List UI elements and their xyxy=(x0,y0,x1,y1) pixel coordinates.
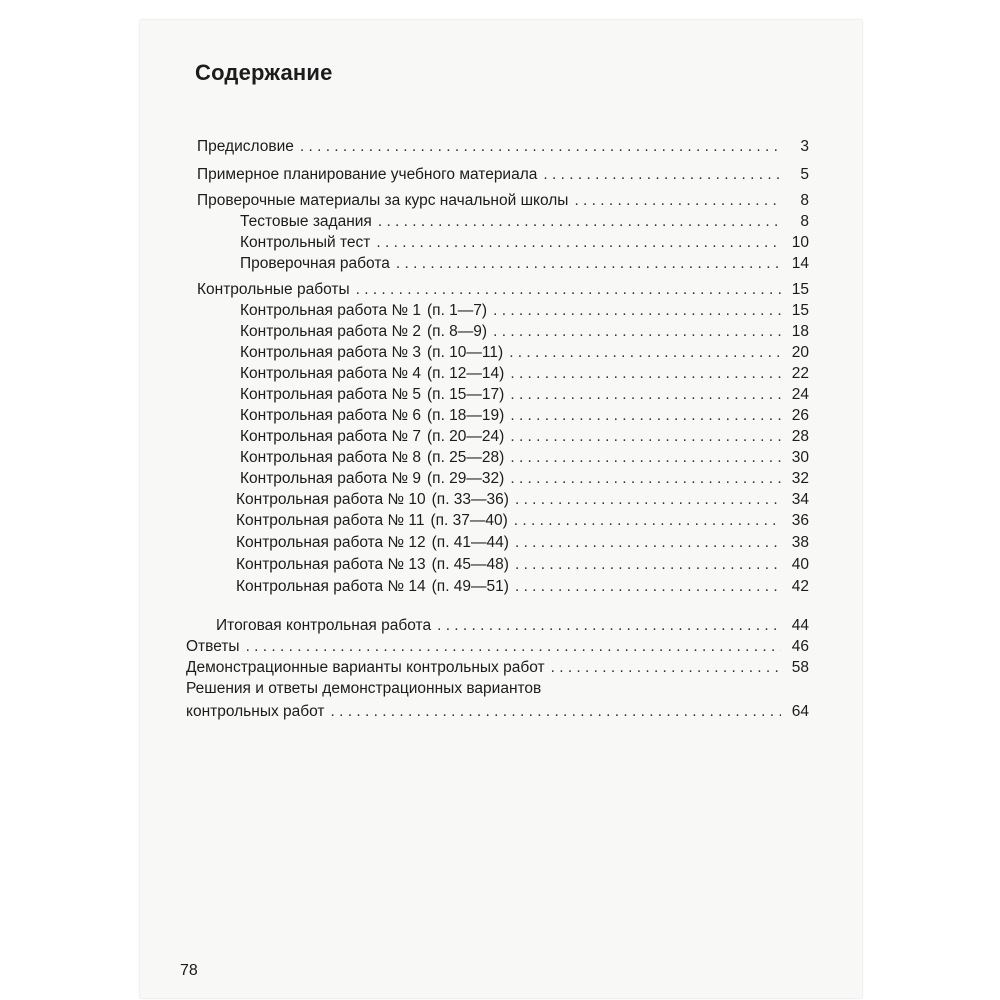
leader-dots xyxy=(543,164,781,185)
work-title: Контрольная работа № 8 xyxy=(240,449,422,466)
toc-entry[interactable] xyxy=(240,211,809,232)
page-number: 78 xyxy=(180,962,198,979)
toc-entry-label: Демонстрационные варианты контрольных работ xyxy=(186,659,545,676)
toc-entry-label: Примерное планирование учебного материала xyxy=(197,166,538,183)
toc-entry-page: 8 xyxy=(800,192,809,209)
work-title: Контрольная работа № 6 xyxy=(240,407,422,424)
toc-entry-label xyxy=(240,468,504,489)
toc-entry[interactable] xyxy=(197,190,809,211)
leader-dots xyxy=(300,136,781,157)
work-title: Контрольная работа № 12 xyxy=(236,534,426,551)
toc-entry-page: 32 xyxy=(791,470,809,487)
section-range: (п. 12—14) xyxy=(427,365,505,382)
toc-entry-page: 34 xyxy=(791,491,809,508)
leader-dots xyxy=(510,426,781,447)
toc-entry[interactable] xyxy=(240,342,809,363)
toc-entry-label: Контрольные работы xyxy=(197,281,350,298)
work-title: Контрольная работа № 2 xyxy=(240,323,422,340)
toc-entry-page: 38 xyxy=(791,534,809,551)
toc-entry-page: 3 xyxy=(800,138,809,155)
toc-entry[interactable] xyxy=(240,426,809,447)
toc-entry-label xyxy=(240,300,487,321)
toc-entry-page: 44 xyxy=(791,617,809,634)
toc-entry-page: 64 xyxy=(791,703,809,720)
work-title: Контрольная работа № 3 xyxy=(240,344,422,361)
toc-entry-page: 22 xyxy=(791,365,809,382)
toc-entry-label: Ответы xyxy=(186,638,240,655)
section-range: (п. 15—17) xyxy=(427,386,505,403)
toc-entry-page: 58 xyxy=(791,659,809,676)
toc-entry-label xyxy=(240,447,504,468)
toc-entry-page: 14 xyxy=(791,255,809,272)
section-range: (п. 18—19) xyxy=(427,407,505,424)
toc-entry[interactable] xyxy=(236,554,809,575)
toc-entry-label xyxy=(240,426,504,447)
toc-entry-label: Контрольный тест xyxy=(240,234,371,251)
toc-entry-page: 8 xyxy=(800,213,809,230)
toc-entry[interactable] xyxy=(197,136,809,157)
toc-entry[interactable] xyxy=(186,636,809,657)
section-range: (п. 20—24) xyxy=(427,428,505,445)
work-title: Контрольная работа № 11 xyxy=(236,512,425,529)
section-range: (п. 25—28) xyxy=(427,449,505,466)
toc-entry-label xyxy=(240,405,504,426)
leader-dots xyxy=(493,300,781,321)
leader-dots xyxy=(509,342,781,363)
toc-entry[interactable] xyxy=(197,164,809,185)
toc-entry-page: 15 xyxy=(791,281,809,298)
leader-dots xyxy=(510,405,781,426)
toc-entry-label xyxy=(240,384,504,405)
toc-entry-label xyxy=(240,321,487,342)
work-title: Контрольная работа № 7 xyxy=(240,428,422,445)
leader-dots xyxy=(510,384,781,405)
toc-entry-label xyxy=(236,510,508,531)
toc-entry-label: Итоговая контрольная работа xyxy=(216,617,432,634)
leader-dots xyxy=(515,532,781,553)
toc-entry-page: 5 xyxy=(800,166,809,183)
toc-entry-label xyxy=(236,489,509,510)
leader-dots xyxy=(356,279,781,300)
leader-dots xyxy=(510,447,781,468)
leader-dots xyxy=(510,363,781,384)
toc-entry-page: 36 xyxy=(791,512,809,529)
toc-entry-page: 28 xyxy=(791,428,809,445)
toc-entry[interactable] xyxy=(186,657,809,678)
leader-dots xyxy=(378,211,781,232)
toc-entry-label xyxy=(236,576,509,597)
work-title: Контрольная работа № 14 xyxy=(236,578,426,595)
toc-entry[interactable] xyxy=(236,489,809,510)
work-title: Контрольная работа № 4 xyxy=(240,365,422,382)
leader-dots xyxy=(493,321,781,342)
section-range: (п. 10—11) xyxy=(427,344,504,361)
toc-entry-label: Проверочные материалы за курс начальной школы xyxy=(197,192,569,209)
leader-dots xyxy=(515,576,781,597)
toc-entry-label xyxy=(240,363,504,384)
section-range: (п. 49—51) xyxy=(431,578,509,595)
toc-entry-page: 15 xyxy=(791,302,809,319)
toc-entry-page: 24 xyxy=(791,386,809,403)
toc-entry-label-line2: контрольных работ xyxy=(186,703,325,720)
work-title: Контрольная работа № 13 xyxy=(236,556,426,573)
toc-entry[interactable] xyxy=(240,468,809,489)
book-page xyxy=(140,20,862,998)
section-range: (п. 8—9) xyxy=(427,323,488,340)
work-title: Контрольная работа № 5 xyxy=(240,386,422,403)
section-range: (п. 41—44) xyxy=(431,534,509,551)
section-range: (п. 33—36) xyxy=(431,491,509,508)
toc-entry-page: 30 xyxy=(791,449,809,466)
toc-entry[interactable] xyxy=(240,321,809,342)
toc-entry[interactable] xyxy=(240,405,809,426)
leader-dots xyxy=(510,468,781,489)
section-range: (п. 1—7) xyxy=(427,302,488,319)
toc-entry[interactable] xyxy=(236,576,809,597)
toc-entry-label-line1[interactable]: Решения и ответы демонстрационных вариантов xyxy=(186,680,542,697)
toc-entry-page: 42 xyxy=(791,578,809,595)
toc-entry-label xyxy=(236,532,509,553)
leader-dots xyxy=(396,253,781,274)
toc-entry-label: Проверочная работа xyxy=(240,255,390,272)
toc-entry-page: 40 xyxy=(791,556,809,573)
leader-dots xyxy=(331,701,781,722)
toc-entry[interactable] xyxy=(236,510,809,531)
leader-dots xyxy=(246,636,781,657)
table-of-contents xyxy=(140,20,862,998)
toc-entry-page: 20 xyxy=(791,344,809,361)
toc-entry[interactable] xyxy=(236,532,809,553)
toc-entry-page: 26 xyxy=(791,407,809,424)
section-range: (п. 37—40) xyxy=(430,512,508,529)
leader-dots xyxy=(437,615,781,636)
toc-title: Содержание xyxy=(195,60,333,85)
leader-dots xyxy=(551,657,781,678)
toc-entry[interactable] xyxy=(240,300,809,321)
toc-entry[interactable] xyxy=(240,232,809,253)
toc-entry[interactable] xyxy=(240,253,809,274)
toc-entry[interactable] xyxy=(216,615,809,636)
toc-entry-page: 18 xyxy=(791,323,809,340)
toc-entry[interactable] xyxy=(240,447,809,468)
leader-dots xyxy=(514,510,781,531)
toc-entry-label: Предисловие xyxy=(197,138,294,155)
toc-entry-page: 46 xyxy=(791,638,809,655)
toc-entry[interactable] xyxy=(240,363,809,384)
work-title: Контрольная работа № 9 xyxy=(240,470,422,487)
section-range: (п. 29—32) xyxy=(427,470,505,487)
leader-dots xyxy=(574,190,781,211)
work-title: Контрольная работа № 10 xyxy=(236,491,426,508)
leader-dots xyxy=(515,554,781,575)
section-range: (п. 45—48) xyxy=(431,556,509,573)
toc-entry[interactable] xyxy=(186,701,809,722)
toc-entry[interactable] xyxy=(197,279,809,300)
work-title: Контрольная работа № 1 xyxy=(240,302,422,319)
toc-entry-page: 10 xyxy=(791,234,809,251)
leader-dots xyxy=(515,489,781,510)
toc-entry[interactable] xyxy=(240,384,809,405)
toc-entry-label: Тестовые задания xyxy=(240,213,372,230)
toc-entry-label xyxy=(240,342,503,363)
leader-dots xyxy=(376,232,781,253)
toc-entry-label xyxy=(236,554,509,575)
